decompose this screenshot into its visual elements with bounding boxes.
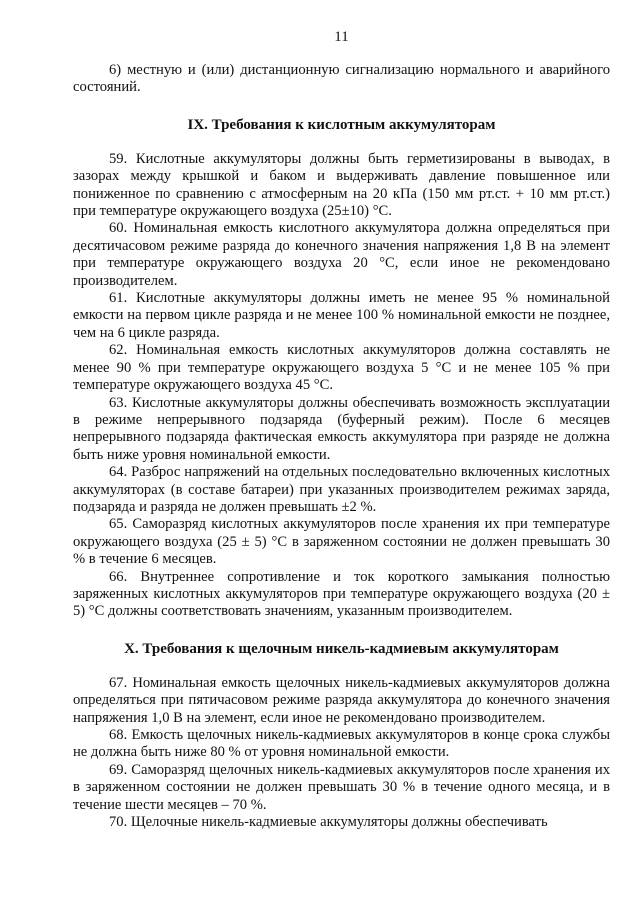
paragraph-60: 60. Номинальная емкость кислотного аккумулятора должна определяться при десятичасовом режиме разряда до конечного значения напряжения 1,8 В на элемент при температуре окружающего воздуха 20 °С, если иное не рекомендовано производителем. — [73, 220, 610, 289]
section-x-title: X. Требования к щелочным никель-кадмиевым аккумуляторам — [124, 640, 559, 657]
document-body — [73, 62, 610, 831]
paragraph-61: 61. Кислотные аккумуляторы должны иметь не менее 95 % номинальной емкости на первом цикле разряда и не менее 100 % номинальной емкости не позднее, чем на 6 цикле разряда. — [73, 290, 610, 341]
paragraph-67: 67. Номинальная емкость щелочных никель-кадмиевых аккумуляторов должна определяться при пятичасовом режиме разряда аккумулятора до конечного значения напряжения 1,0 В на элемент, если иное не рекомендовано производителем. — [73, 674, 610, 726]
page-number: 11 — [334, 29, 349, 45]
paragraph-62: 62. Номинальная емкость кислотных аккумуляторов должна составлять не менее 90 % при температуре окружающего воздуха 5 °С и не менее 105 % при температуре окружающего воздуха 45 °С. — [73, 342, 610, 394]
paragraph-70: 70. Щелочные никель-кадмиевые аккумуляторы должны обеспечивать — [109, 814, 548, 831]
paragraph-64: 64. Разброс напряжений на отдельных последовательно включенных кислотных аккумуляторах (в составе батареи) при указанных производителем режимах заряда, подзаряда и разряда не должен превышать ±2 %. — [73, 464, 610, 515]
paragraph-69: 69. Саморазряд щелочных никель-кадмиевых аккумуляторов после хранения их в заряженном состоянии не должен превышать 30 % в течение одного месяца, и в течение шести месяцев – 70 %. — [73, 761, 610, 813]
intro-paragraph: 6) местную и (или) дистанционную сигнализацию нормального и аварийного состояний. — [73, 62, 610, 96]
paragraph-68: 68. Емкость щелочных никель-кадмиевых аккумуляторов в конце срока службы не должна быть ниже 80 % от уровня номинальной емкости. — [73, 727, 610, 761]
paragraph-59: 59. Кислотные аккумуляторы должны быть герметизированы в выводах, в зазорах между крышкой и баком и выдерживать давление повышенное или пониженное по сравнению с атмосферным на 20 кПа (150 мм рт.ст. + 10 мм рт.ст.) при температуре окружающего воздуха (25±10) °С. — [73, 150, 610, 220]
paragraph-65: 65. Саморазряд кислотных аккумуляторов после хранения их при температуре окружающего воздуха (25 ± 5) °С в заряженном состоянии не должен превышать 30 % в течение 6 месяцев. — [73, 516, 610, 568]
paragraph-63: 63. Кислотные аккумуляторы должны обеспечивать возможность эксплуатации в режиме непрерывного подзаряда (буферный режим). После 6 месяцев непрерывного подзаряда фактическая емкость аккумулятора при разряде не должна быть ниже уровня номинальной емкости. — [73, 394, 610, 463]
paragraph-66: 66. Внутреннее сопротивление и ток короткого замыкания полностью заряженных кислотных аккумуляторов при температуре окружающего воздуха (20 ± 5) °С должны соответствовать значениям, указанным производителем. — [73, 568, 610, 620]
section-ix-title: IX. Требования к кислотным аккумуляторам — [187, 116, 496, 133]
